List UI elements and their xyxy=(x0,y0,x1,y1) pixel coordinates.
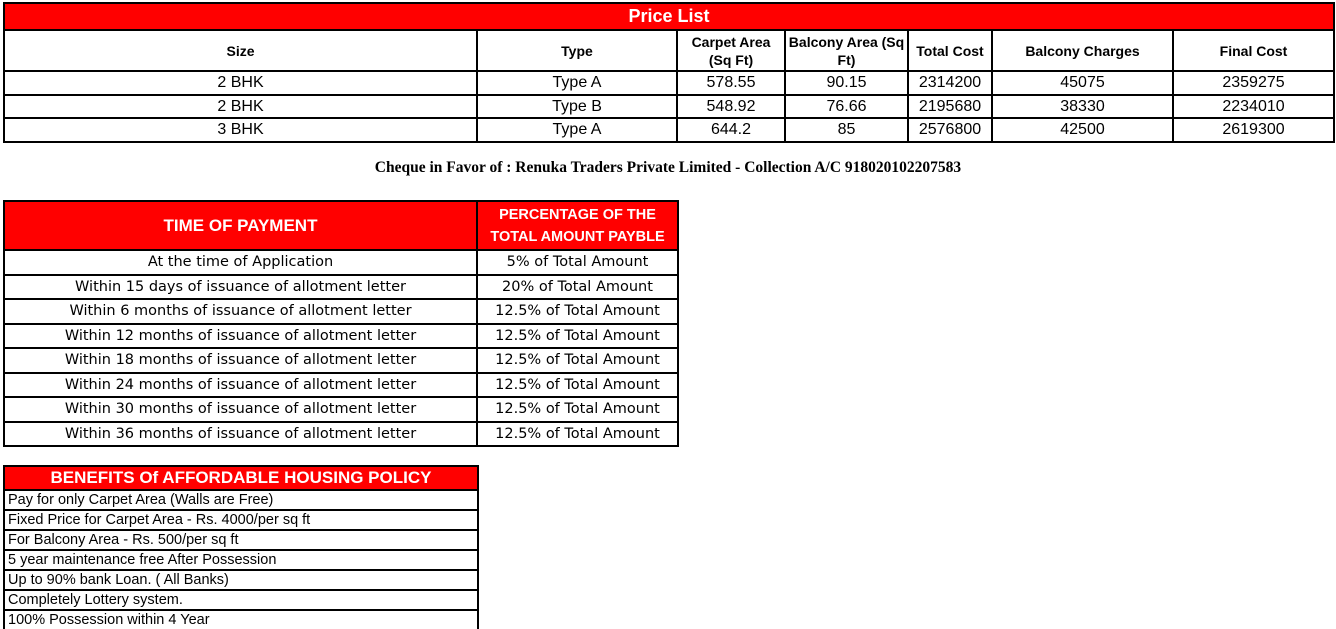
cell-time: Within 30 months of issuance of allotment letter xyxy=(4,397,477,422)
table-row xyxy=(4,95,1334,119)
benefit-item: Pay for only Carpet Area (Walls are Free) xyxy=(4,490,478,510)
cell-percentage: 12.5% of Total Amount xyxy=(477,324,678,349)
cell-type: Type A xyxy=(477,118,677,142)
table-row xyxy=(4,250,678,275)
cell-carpet-area: 548.92 xyxy=(677,95,785,119)
header-carpet-area: Carpet Area (Sq Ft) xyxy=(677,30,785,71)
cell-time: Within 12 months of issuance of allotment letter xyxy=(4,324,477,349)
benefit-item: 100% Possession within 4 Year xyxy=(4,610,478,629)
table-row xyxy=(4,118,1334,142)
cell-size: 2 BHK xyxy=(4,71,477,95)
table-row xyxy=(4,373,678,398)
cell-balcony-charges: 38330 xyxy=(992,95,1173,119)
header-percentage: PERCENTAGE OF THE TOTAL AMOUNT PAYBLE xyxy=(477,201,678,250)
cell-size: 2 BHK xyxy=(4,95,477,119)
cell-size: 3 BHK xyxy=(4,118,477,142)
cell-balcony-charges: 45075 xyxy=(992,71,1173,95)
header-balcony-area: Balcony Area (Sq Ft) xyxy=(785,30,908,71)
cell-balcony-area: 90.15 xyxy=(785,71,908,95)
cell-carpet-area: 644.2 xyxy=(677,118,785,142)
cell-final-cost: 2234010 xyxy=(1173,95,1334,119)
benefits-table xyxy=(3,465,479,629)
header-size: Size xyxy=(4,30,477,71)
header-total-cost: Total Cost xyxy=(908,30,992,71)
cell-time: At the time of Application xyxy=(4,250,477,275)
cell-type: Type A xyxy=(477,71,677,95)
cell-percentage: 20% of Total Amount xyxy=(477,275,678,300)
cell-time: Within 6 months of issuance of allotment letter xyxy=(4,299,477,324)
cell-time: Within 36 months of issuance of allotment letter xyxy=(4,422,477,447)
benefit-item: Fixed Price for Carpet Area - Rs. 4000/per sq ft xyxy=(4,510,478,530)
cell-percentage: 12.5% of Total Amount xyxy=(477,422,678,447)
cell-type: Type B xyxy=(477,95,677,119)
price-list-title: Price List xyxy=(4,3,1334,30)
table-row xyxy=(4,324,678,349)
cell-percentage: 12.5% of Total Amount xyxy=(477,299,678,324)
table-row xyxy=(4,422,678,447)
cell-total-cost: 2576800 xyxy=(908,118,992,142)
header-type: Type xyxy=(477,30,677,71)
cell-percentage: 5% of Total Amount xyxy=(477,250,678,275)
benefit-item: Up to 90% bank Loan. ( All Banks) xyxy=(4,570,478,590)
benefit-item: For Balcony Area - Rs. 500/per sq ft xyxy=(4,530,478,550)
table-row xyxy=(4,71,1334,95)
cell-final-cost: 2619300 xyxy=(1173,118,1334,142)
cell-balcony-charges: 42500 xyxy=(992,118,1173,142)
cell-total-cost: 2314200 xyxy=(908,71,992,95)
payment-plan-table xyxy=(3,200,679,447)
header-balcony-charges: Balcony Charges xyxy=(992,30,1173,71)
cell-time: Within 18 months of issuance of allotment letter xyxy=(4,348,477,373)
benefit-item: Completely Lottery system. xyxy=(4,590,478,610)
cell-time: Within 15 days of issuance of allotment letter xyxy=(4,275,477,300)
cell-time: Within 24 months of issuance of allotment letter xyxy=(4,373,477,398)
table-row xyxy=(4,299,678,324)
header-time-of-payment: TIME OF PAYMENT xyxy=(4,201,477,250)
cheque-note: Cheque in Favor of : Renuka Traders Private Limited - Collection A/C 918020102207583 xyxy=(374,159,962,176)
table-row xyxy=(4,348,678,373)
cell-total-cost: 2195680 xyxy=(908,95,992,119)
price-list-table xyxy=(3,2,1335,143)
benefit-item: 5 year maintenance free After Possession xyxy=(4,550,478,570)
cell-balcony-area: 85 xyxy=(785,118,908,142)
cell-percentage: 12.5% of Total Amount xyxy=(477,397,678,422)
benefits-title: BENEFITS Of AFFORDABLE HOUSING POLICY xyxy=(4,466,478,490)
table-row xyxy=(4,397,678,422)
cell-final-cost: 2359275 xyxy=(1173,71,1334,95)
cell-percentage: 12.5% of Total Amount xyxy=(477,373,678,398)
table-row xyxy=(4,275,678,300)
cell-balcony-area: 76.66 xyxy=(785,95,908,119)
cell-percentage: 12.5% of Total Amount xyxy=(477,348,678,373)
header-final-cost: Final Cost xyxy=(1173,30,1334,71)
cell-carpet-area: 578.55 xyxy=(677,71,785,95)
